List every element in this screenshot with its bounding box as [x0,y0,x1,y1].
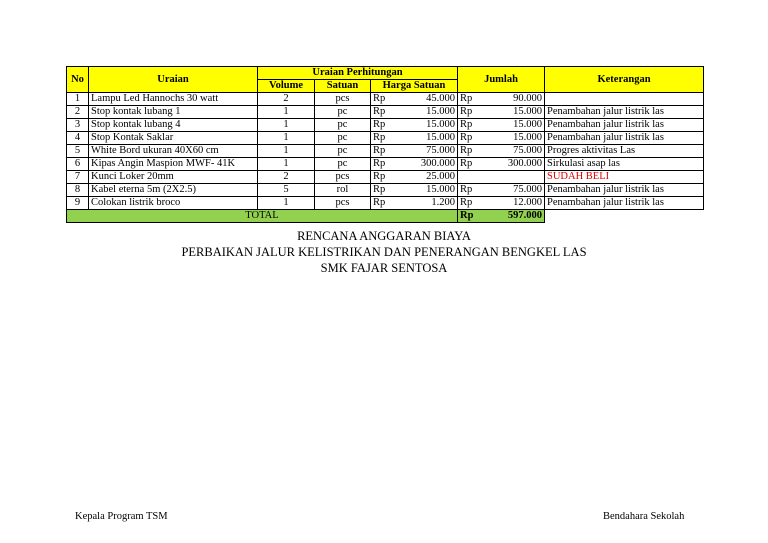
row-uraian: White Bord ukuran 40X60 cm [89,145,258,158]
row-keterangan: Progres aktivitas Las [545,145,704,158]
row-satuan: pc [315,119,371,132]
row-harga: 15.000 [426,184,455,195]
heading-title: RENCANA ANGGARAN BIAYA [297,229,471,243]
row-keterangan: Penambahan jalur listrik las [545,132,704,145]
total-value: 597.000 [507,210,542,221]
table-row [67,119,704,132]
header-satuan: Satuan [315,80,371,93]
row-harga-currency: Rp [373,119,386,130]
row-volume: 1 [258,106,315,119]
row-keterangan: Penambahan jalur listrik las [545,119,704,132]
row-no: 2 [67,106,89,119]
row-harga-currency: Rp [373,184,386,195]
row-volume: 1 [258,145,315,158]
row-no: 9 [67,197,89,210]
row-no: 8 [67,184,89,197]
header-perhitungan: Uraian Perhitungan [258,67,458,80]
budget-table [66,66,704,223]
table-row [67,132,704,145]
row-satuan: rol [315,184,371,197]
row-no: 7 [67,171,89,184]
table-row [67,184,704,197]
row-jumlah-currency: Rp [460,132,473,143]
row-harga-currency: Rp [373,132,386,143]
row-jumlah-cell [458,184,545,197]
row-jumlah-cell [458,145,545,158]
row-jumlah: 15.000 [513,106,542,117]
row-uraian: Stop Kontak Saklar [89,132,258,145]
signature-left: Kepala Program TSM [75,511,168,522]
row-volume: 2 [258,93,315,106]
table-body [67,93,704,210]
row-harga-currency: Rp [373,145,386,156]
total-value-cell [458,210,545,223]
row-keterangan: Sirkulasi asap las [545,158,704,171]
row-harga-cell [371,171,458,184]
header-keterangan: Keterangan [545,67,704,93]
table-row [67,171,704,184]
header-harga-satuan: Harga Satuan [371,80,458,93]
row-no: 4 [67,132,89,145]
heading-subtitle: PERBAIKAN JALUR KELISTRIKAN DAN PENERANGAN BENGKEL LAS [181,245,587,259]
row-harga: 15.000 [426,106,455,117]
row-volume: 1 [258,119,315,132]
row-harga-cell [371,119,458,132]
header-uraian: Uraian [89,67,258,93]
row-harga-cell [371,145,458,158]
row-uraian: Colokan listrik broco [89,197,258,210]
row-satuan: pcs [315,93,371,106]
row-harga-currency: Rp [373,197,386,208]
row-no: 6 [67,158,89,171]
row-keterangan: Penambahan jalur listrik las [545,184,704,197]
total-currency: Rp [460,210,474,221]
row-harga-cell [371,132,458,145]
row-jumlah: 90.000 [513,93,542,104]
row-keterangan: SUDAH BELI [545,171,704,184]
row-uraian: Lampu Led Hannochs 30 watt [89,93,258,106]
row-uraian: Kabel eterna 5m (2X2.5) [89,184,258,197]
row-volume: 2 [258,171,315,184]
row-jumlah: 15.000 [513,132,542,143]
row-satuan: pc [315,158,371,171]
row-harga-currency: Rp [373,158,386,169]
row-jumlah: 300.000 [507,158,542,169]
header-jumlah: Jumlah [458,67,545,93]
row-uraian: Kipas Angin Maspion MWF- 41K [89,158,258,171]
row-harga-currency: Rp [373,171,386,182]
row-jumlah-cell [458,197,545,210]
total-blank [545,210,704,223]
row-harga: 75.000 [426,145,455,156]
row-harga: 15.000 [426,132,455,143]
row-harga-currency: Rp [373,93,386,104]
table-row [67,93,704,106]
row-volume: 1 [258,132,315,145]
row-jumlah-cell [458,119,545,132]
row-jumlah-currency: Rp [460,93,473,104]
row-keterangan: Penambahan jalur listrik las [545,106,704,119]
row-harga: 15.000 [426,119,455,130]
row-uraian: Stop kontak lubang 1 [89,106,258,119]
row-jumlah-cell [458,158,545,171]
row-no: 1 [67,93,89,106]
row-harga: 300.000 [420,158,455,169]
row-jumlah: 75.000 [513,145,542,156]
row-jumlah-currency: Rp [460,145,473,156]
row-harga: 25.000 [426,171,455,182]
row-no: 3 [67,119,89,132]
row-harga: 1.200 [431,197,455,208]
total-row [67,210,704,223]
row-jumlah: 15.000 [513,119,542,130]
row-jumlah-cell [458,106,545,119]
row-jumlah-cell [458,93,545,106]
row-volume: 1 [258,197,315,210]
signature-right: Bendahara Sekolah [603,511,685,522]
total-label: TOTAL [67,210,458,223]
row-jumlah-currency: Rp [460,106,473,117]
row-satuan: pc [315,106,371,119]
row-jumlah-currency: Rp [460,197,473,208]
table-row [67,106,704,119]
row-satuan: pcs [315,171,371,184]
row-harga-cell [371,184,458,197]
row-jumlah-cell [458,132,545,145]
row-volume: 1 [258,158,315,171]
table-row [67,145,704,158]
row-harga-cell [371,158,458,171]
row-no: 5 [67,145,89,158]
row-jumlah: 12.000 [513,197,542,208]
row-keterangan [545,93,704,106]
row-jumlah-cell [458,171,545,184]
header-volume: Volume [258,80,315,93]
row-satuan: pc [315,145,371,158]
table-row [67,158,704,171]
row-jumlah: 75.000 [513,184,542,195]
row-jumlah-currency: Rp [460,158,473,169]
row-satuan: pc [315,132,371,145]
row-uraian: Stop kontak lubang 4 [89,119,258,132]
row-harga: 45.000 [426,93,455,104]
row-harga-cell [371,106,458,119]
row-jumlah-currency: Rp [460,184,473,195]
row-harga-currency: Rp [373,106,386,117]
table-row [67,197,704,210]
row-satuan: pcs [315,197,371,210]
row-uraian: Kunci Loker 20mm [89,171,258,184]
row-harga-cell [371,93,458,106]
row-volume: 5 [258,184,315,197]
row-keterangan: Penambahan jalur listrik las [545,197,704,210]
row-jumlah-currency: Rp [460,119,473,130]
row-harga-cell [371,197,458,210]
header-no: No [67,67,89,93]
heading-school: SMK FAJAR SENTOSA [320,261,448,275]
